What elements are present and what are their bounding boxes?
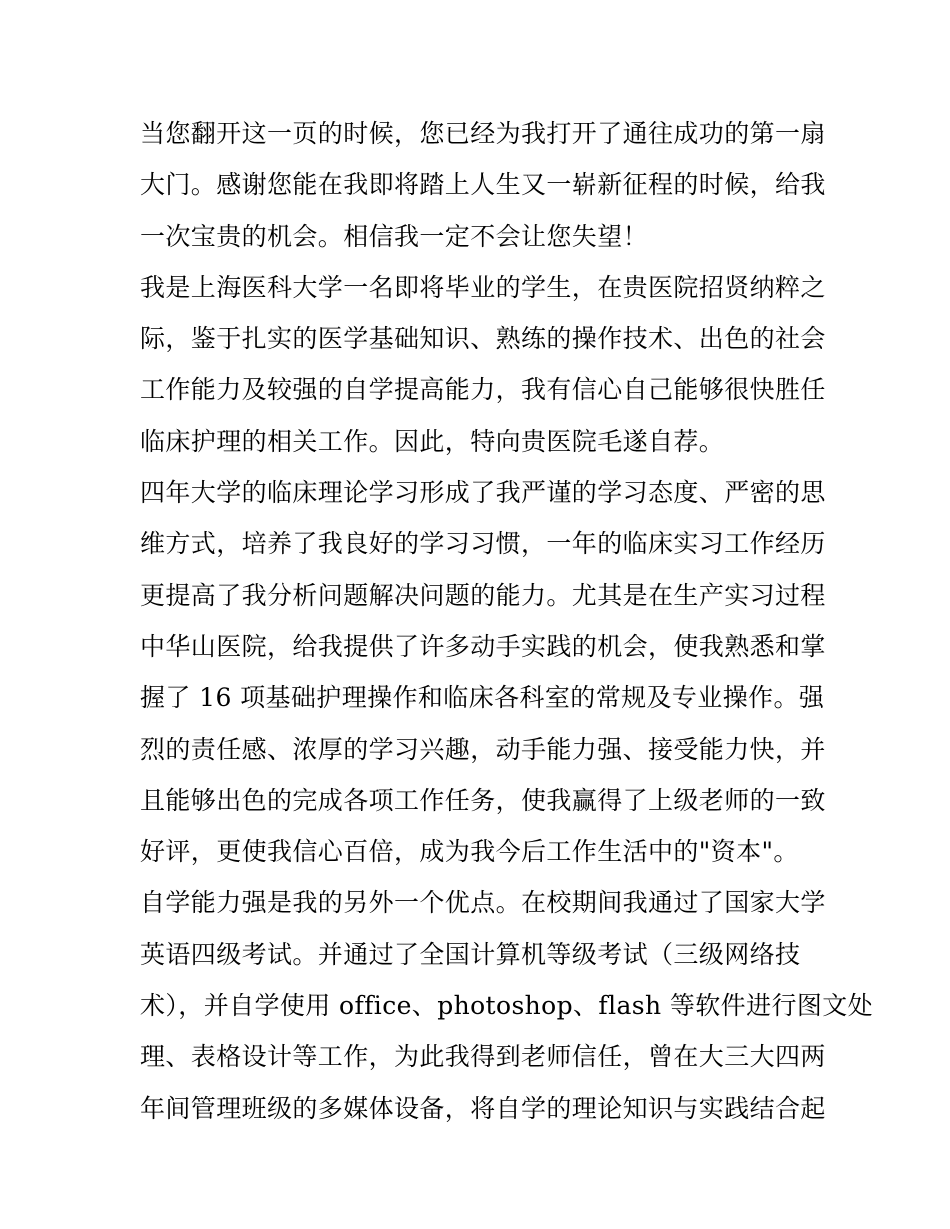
text-line: 自学能力强是我的另外一个优点。在校期间我通过了国家大学: [140, 888, 826, 918]
text-line: 我是上海医科大学一名即将毕业的学生，在贵医院招贤纳粹之: [140, 272, 826, 302]
text-line: 握了 16 项基础护理操作和临床各科室的常规及专业操作。强: [140, 683, 825, 713]
text-line: 烈的责任感、浓厚的学习兴趣，动手能力强、接受能力快，并: [140, 734, 826, 764]
text-line: 更提高了我分析问题解决问题的能力。尤其是在生产实习过程: [140, 580, 826, 610]
text-line: 当您翻开这一页的时候，您已经为我打开了通往成功的第一扇: [140, 119, 826, 148]
text-line: 年间管理班级的多媒体设备，将自学的理论知识与实践结合起: [140, 1093, 826, 1123]
text-line: 一次宝贵的机会。相信我一定不会让您失望！: [140, 221, 649, 251]
paragraph-self-learning: [140, 877, 874, 1133]
paragraph-clinical-study: [140, 467, 826, 877]
text-line: 且能够出色的完成各项工作任务，使我赢得了上级老师的一致: [140, 785, 826, 815]
text-line: 英语四级考试。并通过了全国计算机等级考试（三级网络技: [140, 939, 801, 969]
text-line: 理、表格设计等工作，为此我得到老师信任，曾在大三大四两: [140, 1042, 826, 1072]
text-line: 维方式，培养了我良好的学习习惯，一年的临床实习工作经历: [140, 529, 826, 559]
text-line: 工作能力及较强的自学提高能力，我有信心自己能够很快胜任: [140, 375, 826, 405]
text-line: 大门。感谢您能在我即将踏上人生又一崭新征程的时候，给我: [140, 170, 826, 200]
text-line: 四年大学的临床理论学习形成了我严谨的学习态度、严密的思: [140, 478, 826, 508]
document-body: [140, 108, 874, 1134]
text-line: 术），并自学使用 office、photoshop、flash 等软件进行图文处: [140, 991, 874, 1021]
text-line: 中华山医院，给我提供了许多动手实践的机会，使我熟悉和掌: [140, 631, 826, 661]
text-line: 临床护理的相关工作。因此，特向贵医院毛遂自荐。: [140, 426, 725, 456]
text-line: 好评，更使我信心百倍，成为我今后工作生活中的"资本"。: [140, 837, 799, 867]
text-line: 际，鉴于扎实的医学基础知识、熟练的操作技术、出色的社会: [140, 324, 826, 354]
paragraph-self-introduction: [140, 262, 826, 467]
paragraph-intro: [140, 108, 826, 262]
